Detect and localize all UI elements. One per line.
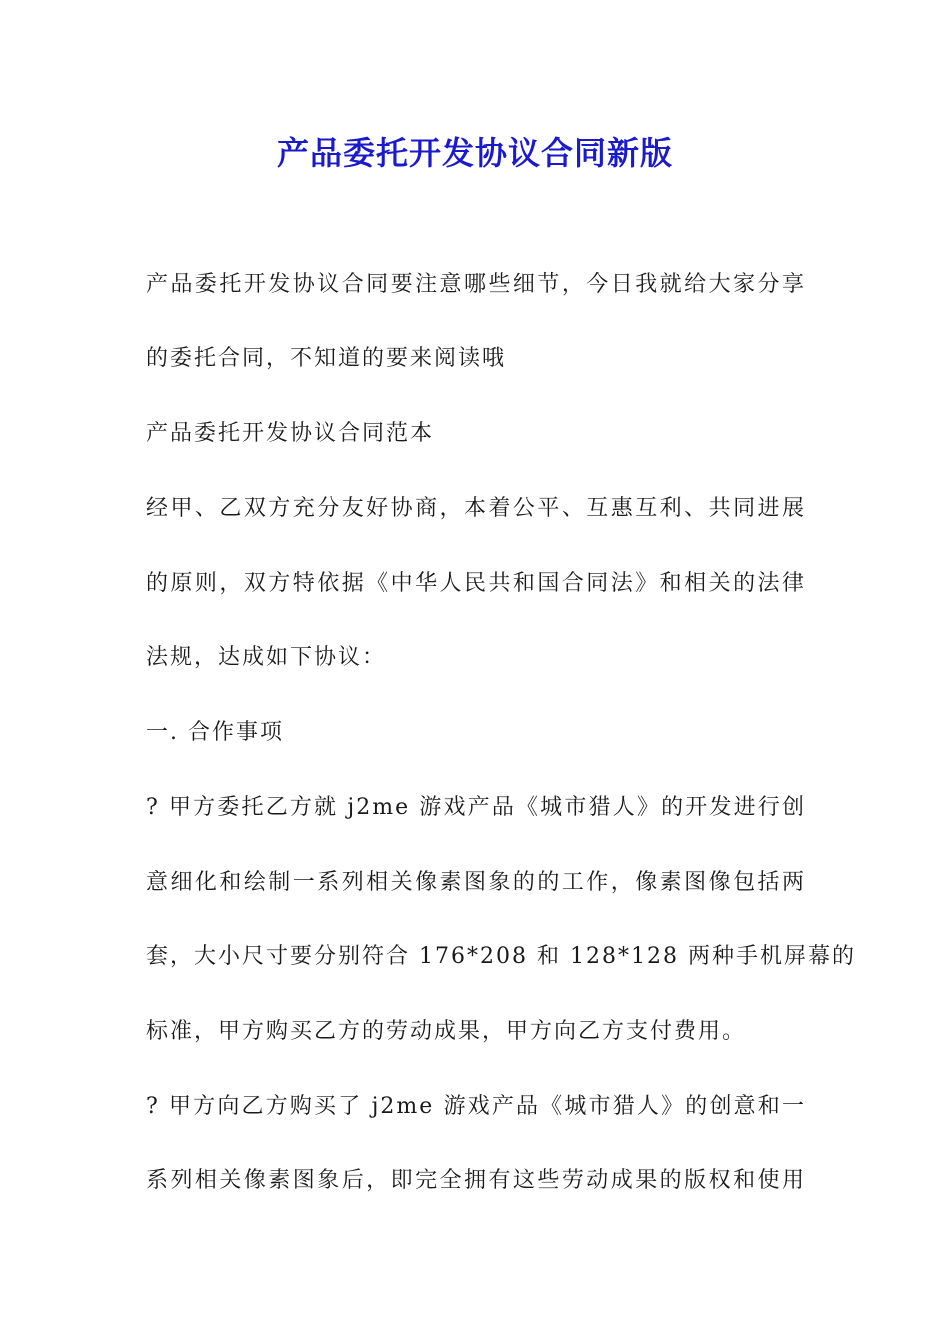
document-title: 产品委托开发协议合同新版	[276, 134, 673, 172]
paragraph-line: 产品委托开发协议合同要注意哪些细节，今日我就给大家分享	[146, 272, 806, 297]
paragraph-line: 意细化和绘制一系列相关像素图象的的工作，像素图像包括两	[146, 870, 806, 895]
section-heading: 一. 合作事项	[146, 720, 284, 745]
paragraph-line: 的委托合同，不知道的要来阅读哦	[146, 346, 507, 371]
paragraph-line: 法规，达成如下协议：	[146, 645, 387, 670]
paragraph-line: 标准，甲方购买乙方的劳动成果，甲方向乙方支付费用。	[146, 1019, 747, 1044]
paragraph-line: 经甲、乙双方充分友好协商，本着公平、互惠互利、共同进展	[146, 496, 806, 521]
paragraph-line: 系列相关像素图象后，即完全拥有这些劳动成果的版权和使用	[146, 1168, 806, 1193]
paragraph-line: 套，大小尺寸要分别符合 176*208 和 128*128 两种手机屏幕的	[146, 944, 856, 969]
paragraph-line: 的原则，双方特依据《中华人民共和国合同法》和相关的法律	[146, 571, 806, 596]
paragraph-line: 产品委托开发协议合同范本	[146, 421, 435, 446]
paragraph-line: ? 甲方委托乙方就 j2me 游戏产品《城市猎人》的开发进行创	[146, 795, 806, 820]
paragraph-line: ? 甲方向乙方购买了 j2me 游戏产品《城市猎人》的创意和一	[146, 1094, 806, 1119]
